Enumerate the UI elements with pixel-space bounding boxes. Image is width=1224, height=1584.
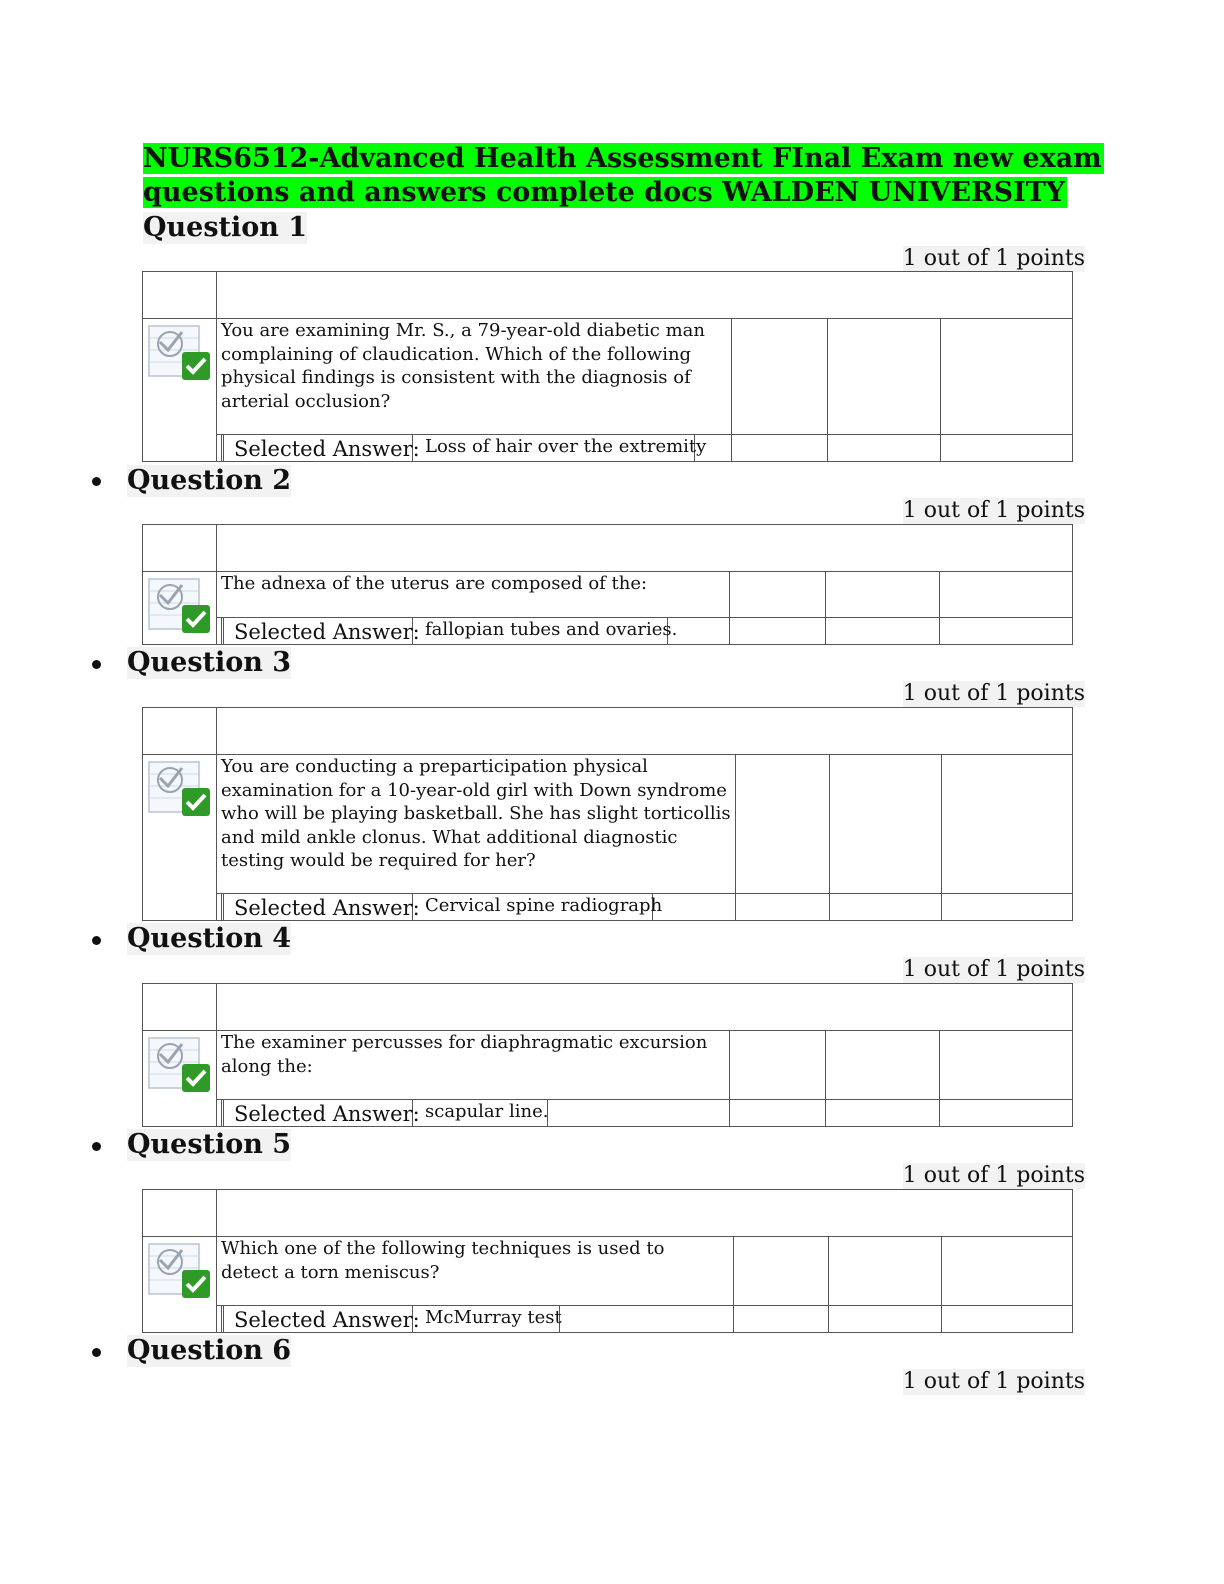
question-text: Which one of the following techniques is used to detect a torn meniscus? xyxy=(221,1238,665,1283)
selected-answer-label: Selected Answer: xyxy=(221,1306,413,1332)
question-text: The adnexa of the uterus are composed of the: xyxy=(221,573,648,594)
question-box xyxy=(142,1189,1073,1333)
question-heading: Question 3 xyxy=(127,647,292,678)
correct-check-icon xyxy=(148,1240,212,1300)
selected-answer-label: Selected Answer: xyxy=(221,894,413,920)
selected-answer-value: scapular line. xyxy=(415,1100,548,1126)
selected-answer-label: Selected Answer: xyxy=(221,1100,413,1126)
question-box xyxy=(142,707,1073,921)
question-heading: Question 1 xyxy=(143,212,308,243)
question-box xyxy=(142,271,1073,462)
bullet xyxy=(92,477,101,486)
question-points: 1 out of 1 points xyxy=(902,1163,1085,1188)
question-box xyxy=(142,983,1073,1127)
question-text: You are conducting a preparticipation physical examination for a 10-year-old girl with Down syndrome who will be playing basketball. She has slight torticollis and mild ankle clonus. What additional diagnostic testing would be required for her? xyxy=(221,756,731,871)
question-text: You are examining Mr. S., a 79-year-old diabetic man complaining of claudication. Which of the following physical findings is consistent with the diagnosis of arterial occlusion? xyxy=(221,320,705,412)
title-line-2: questions and answers complete docs WALDEN UNIVERSITY xyxy=(143,177,1066,208)
question-box xyxy=(142,524,1073,645)
question-points: 1 out of 1 points xyxy=(902,1369,1085,1394)
question-heading: Question 5 xyxy=(127,1129,292,1160)
bullet xyxy=(92,1348,101,1357)
selected-answer-value: fallopian tubes and ovaries. xyxy=(415,618,668,644)
correct-check-icon xyxy=(148,575,212,635)
question-heading: Question 2 xyxy=(127,465,292,496)
title-line-1: NURS6512-Advanced Health Assessment FInal Exam new exam xyxy=(143,143,1102,174)
document-title xyxy=(143,142,1104,210)
bullet xyxy=(92,660,101,669)
question-heading: Question 6 xyxy=(127,1335,292,1366)
bullet xyxy=(92,1142,101,1151)
correct-check-icon xyxy=(148,758,212,818)
question-points: 1 out of 1 points xyxy=(902,681,1085,706)
selected-answer-label: Selected Answer: xyxy=(221,435,413,461)
selected-answer-value: McMurray test xyxy=(415,1306,560,1332)
correct-check-icon xyxy=(148,322,212,382)
selected-answer-value: Cervical spine radiograph xyxy=(415,894,653,920)
correct-check-icon xyxy=(148,1034,212,1094)
selected-answer-label: Selected Answer: xyxy=(221,618,413,644)
question-points: 1 out of 1 points xyxy=(902,957,1085,982)
selected-answer-value: Loss of hair over the extremity xyxy=(415,435,695,461)
question-points: 1 out of 1 points xyxy=(902,498,1085,523)
question-points: 1 out of 1 points xyxy=(902,246,1085,271)
question-heading: Question 4 xyxy=(127,923,292,954)
bullet xyxy=(92,936,101,945)
question-text: The examiner percusses for diaphragmatic excursion along the: xyxy=(221,1032,708,1077)
